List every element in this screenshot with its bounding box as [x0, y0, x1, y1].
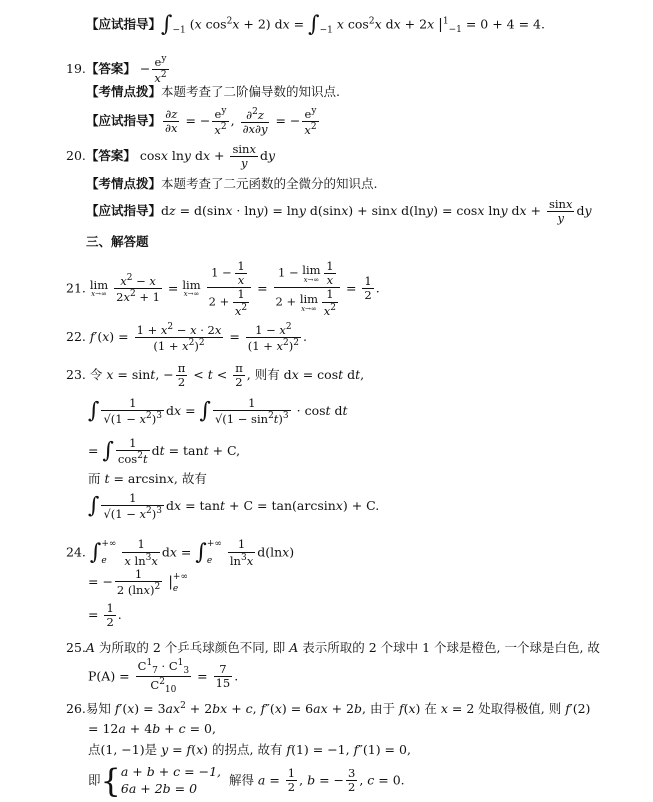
q26-line4: 即{ a + b + c = −1, 6a + 2b = 0 解得 a = $\frac{1}{2}$ , b = − $\frac{3}{2}$ , c = 0. [88, 761, 405, 800]
q22-number: 22. [66, 329, 86, 345]
section-heading: 三、解答题 [86, 234, 149, 249]
answer-tag: 【答案】 [85, 61, 136, 77]
q24-number: 24. [66, 544, 86, 560]
q26-prefix: 即 [88, 772, 101, 788]
q20-point-text: 本题考查了二元函数的全微分的知识点. [161, 176, 378, 191]
point-tag: 【考情点拨】 [86, 84, 162, 99]
q19-guide-line: 【应试指导】 $\frac{\partial z}{\partial x}$ = − $\frac{e^y}{x^2}$ , $\frac{\partial^2z}{\partial x\partial y}$ = − $\frac{e^y}{x^2}$ [86, 106, 317, 137]
q26-line1: 26.易知 $f'(x) = 3ax^2 + 2bx + c$, f″(x) = 6ax + 2b, 由于 f(x) 在 x = 2 处取得极值, 则 f′(2) [66, 701, 591, 717]
q18-guide-line: 【应试指导】$\int_{-1}$ (x $\cos^2x + 2$) dx = $\int_{-1}$ x $\cos^2x$ dx + 2x $|^1_{-1} = 0 + 4 = 4$. [86, 12, 545, 37]
q26-system-eq1: a + b + c = −1, [120, 764, 221, 779]
q22-line: 22. f′(x) = $\frac{1 + x^2 - x \cdot 2x}{(1 + x^2)^2}$ = $\frac{1 - x^2}{(1 + x^2)^2}$ . [66, 322, 307, 353]
guide-tag: 【应试指导】 [86, 16, 162, 32]
point-tag: 【考情点拨】 [86, 176, 162, 191]
q23-line5: ∫ $\frac{1}{√(1 - x^2)^3}$ dx = tant + C = tan(arcsinx) + C. [88, 491, 380, 522]
q19-point-line [86, 86, 340, 99]
q24-line2: = − $\frac{1}{2 (\ln x)^2}$ | +∞ e [88, 567, 188, 598]
q21-number: 21. [66, 280, 86, 296]
q19-number: 19. [66, 61, 86, 77]
q24-line3: = $\frac{1}{2}$ . [88, 601, 122, 630]
q25-line2: P(A) = $\frac{C^1_7 \cdot C^1_3}{C^2_{10}}$ = $\frac{7}{15}$ . [88, 658, 239, 696]
q23-line3: = ∫ $\frac{1}{\cos^2t}$ dt = tant + C, [88, 436, 241, 467]
q26-system-eq2: 6a + 2b = 0 [120, 780, 198, 796]
guide-tag: 【应试指导】 [86, 203, 162, 219]
q23-line2: ∫ $\frac{1}{√(1 - x^2)^3}$ dx = ∫ $\frac{1}{√(1 - \sin^2t)^3}$ · cost dt [88, 396, 348, 427]
answer-tag: 【答案】 [85, 148, 136, 164]
q20-point-line [86, 178, 378, 191]
q25-number: 25. [66, 640, 86, 655]
q25-line1: 25.A 为所取的 2 个乒乓球颜色不同, 即 A 表示所取的 2 个球中 1 个球是橙色, 一个球是白色, 故 [66, 640, 600, 655]
q26-number: 26. [66, 701, 86, 717]
q19-point-text: 本题考查了二阶偏导数的知识点. [161, 84, 340, 99]
q24-line1: 24. ∫ +∞ e $\frac{1}{x \ln^3x}$ dx = ∫ +∞ e $\frac{1}{\ln^3x}$ d(lnx) [66, 537, 295, 568]
q21-line: 21. lim x→∞ $\frac{x^2 - x}{2x^2 + 1}$ = lim x→∞ 1 − $\frac{1}{x}$ 2 + $\frac{1}{x^2}$ = 1 − lim x→∞ $\frac{1}{x}$ 2 + lim x→∞ $\frac{1}{x^2}$ = $\frac{1}{2}$ . [66, 259, 380, 318]
q26-line3: 点(1, −1)是 y = f(x) 的拐点, 故有 f(1) = −1, f″(1) = 0, [88, 742, 411, 757]
q23-line1: 23. 令 x = sint, − $\frac{\pi}{2}$ < t < $\frac{\pi}{2}$ , 则有 dx = cost dt, [66, 361, 365, 390]
q26-line2: = 12a + 4b + c = 0, [88, 721, 216, 736]
q20-guide-line: 【应试指导】dz = d(sinx · lny) = lny d(sinx) + sinx d(lny) = cosx lny dx + $\frac{\sin x}{y}$ dy [86, 197, 592, 226]
q23-line4: 而 t = arcsinx, 故有 [88, 471, 207, 486]
q20-number: 20. [66, 148, 86, 164]
q20-answer-line: 20.【答案】 cosx lny dx + $\frac{\sin x}{y}$ dy [66, 142, 276, 171]
q23-number: 23. [66, 367, 86, 383]
guide-tag: 【应试指导】 [86, 113, 162, 129]
q19-answer-line: 19.【答案】 − $\frac{e^y}{x^2}$ [66, 54, 167, 85]
